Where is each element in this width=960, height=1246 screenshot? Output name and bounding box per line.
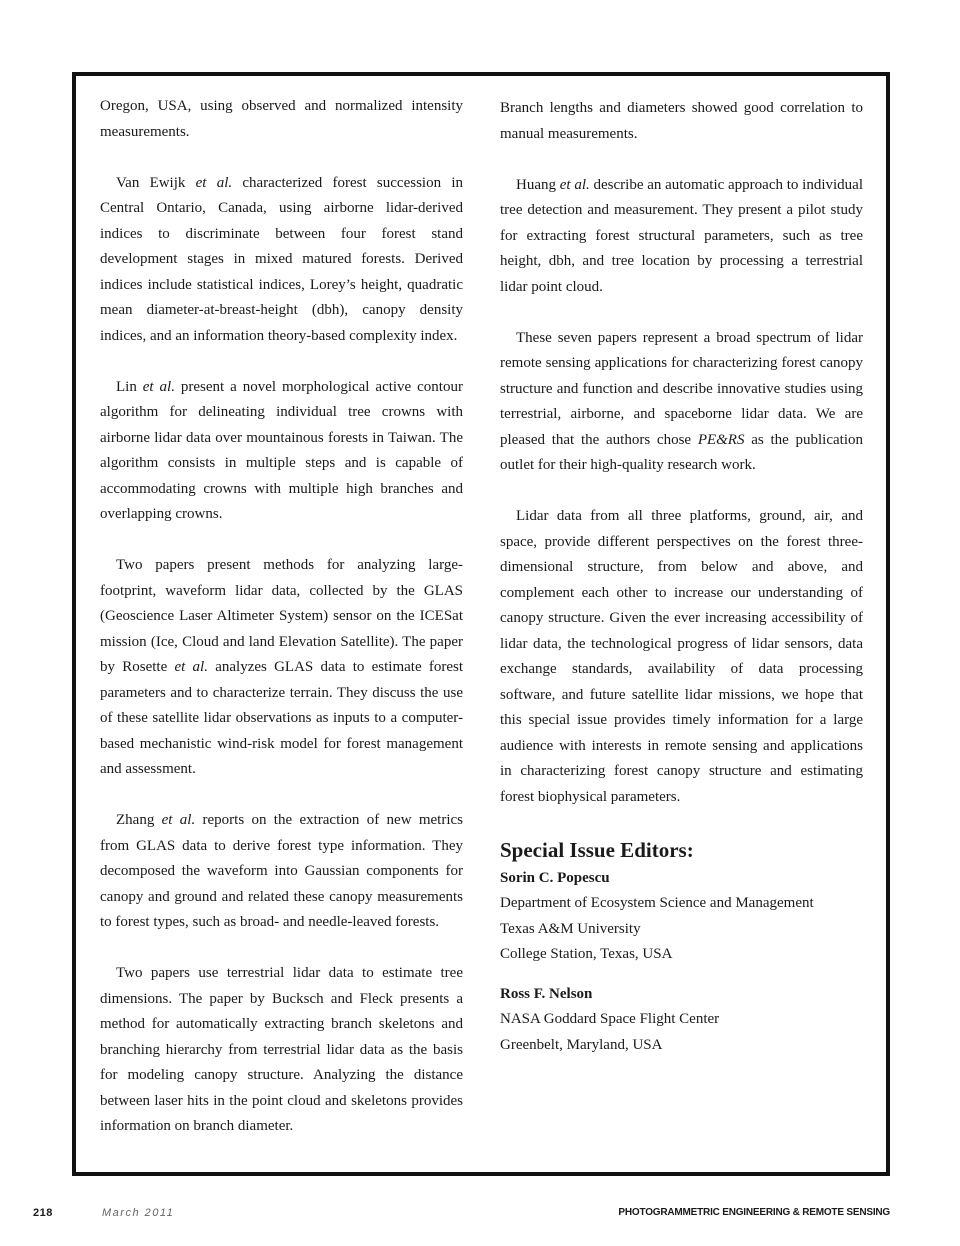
editor-name: Ross F. Nelson: [500, 985, 593, 1002]
right-column: [500, 94, 863, 1072]
paragraph: Zhang et al. reports on the extraction of new metrics from GLAS data to derive forest type information. They decomposed the waveform into Gaussian components for canopy and ground and related these canopy measurements to forest types, such as broad- and needle-leaved forests.: [100, 812, 463, 930]
editor-entry: [500, 866, 863, 968]
paragraph: Van Ewijk et al. characterized forest succession in Central Ontario, Canada, using airborne lidar-derived indices to discriminate between four forest stand development stages in mixed matured forests. Derived indices include statistical indices, Lorey’s height, quadratic mean diameter-at-breast-height (dbh), canopy density indices, and an information theory-based complexity index.: [100, 174, 463, 344]
editor-affiliation: Texas A&M University: [500, 920, 641, 937]
editor-affiliation: College Station, Texas, USA: [500, 946, 673, 962]
editors-section: [500, 836, 863, 1059]
journal-name: PE&RS: [697, 431, 745, 448]
paragraph: Oregon, USA, using observed and normalized intensity measurements.: [100, 98, 463, 140]
editor-affiliation: Department of Ecosystem Science and Management: [500, 895, 814, 911]
et-al: et al.: [559, 176, 590, 193]
editor-name: Sorin C. Popescu: [500, 869, 610, 886]
page-number: 218: [33, 1207, 53, 1219]
et-al: et al.: [142, 378, 175, 395]
page-footer: [0, 1207, 960, 1223]
paragraph: Lidar data from all three platforms, ground, air, and space, provide different perspectives on the forest three-dimensional structure, from below and above, and complement each other to increase our understanding of canopy structure. Given the ever increasing accessibility of lidar data, the technological progress of lidar sensors, data exchange standards, availability of data processing software, and future satellite lidar missions, we hope that this special issue provides timely information for a large audience with interests in remote sensing and applications in characterizing forest canopy structure and estimating forest biophysical parameters.: [500, 508, 863, 805]
editors-heading: Special Issue Editors:: [500, 837, 694, 862]
paragraph: Lin et al. present a novel morphological active contour algorithm for delineating individual tree crowns with airborne lidar data over mountainous forests in Taiwan. The algorithm consists in multiple steps and is capable of accommodating crowns with multiple high branches and overlapping crowns.: [100, 378, 463, 522]
left-column: [100, 94, 463, 1165]
et-al: et al.: [174, 659, 208, 675]
et-al: et al.: [195, 174, 233, 191]
issue-date: March 2011: [102, 1207, 175, 1219]
paragraph: Huang et al. describe an automatic approach to individual tree detection and measurement. They present a pilot study for extracting forest structural parameters, such as tree height, dbh, and tree location by processing a terrestrial lidar point cloud.: [500, 176, 863, 295]
editor-entry: [500, 982, 863, 1059]
content-frame: [72, 72, 890, 1176]
editor-affiliation: Greenbelt, Maryland, USA: [500, 1036, 663, 1053]
paragraph: These seven papers represent a broad spectrum of lidar remote sensing applications for characterizing forest canopy structure and function and describe innovative studies using terrestrial, airborne, and spaceborne lidar data. We are pleased that the authors chose PE&RS as the publication outlet for their high-quality research work.: [500, 329, 863, 473]
journal-title: PHOTOGRAMMETRIC ENGINEERING & REMOTE SENSING: [618, 1207, 890, 1218]
paragraph: Branch lengths and diameters showed good correlation to manual measurements.: [500, 100, 863, 142]
paragraph: Two papers use terrestrial lidar data to estimate tree dimensions. The paper by Bucksch and Fleck presents a method for automatically extracting branch skeletons and branching hierarchy from terrestrial lidar data as the basis for modeling canopy structure. Analyzing the distance between laser hits in the point cloud and skeletons provides information on branch diameter.: [100, 965, 463, 1134]
paragraph: Two papers present methods for analyzing large-footprint, waveform lidar data, collected by the GLAS (Geoscience Laser Altimeter System) sensor on the ICESat mission (Ice, Cloud and land Elevation Satellite). The paper by Rosette et al. analyzes GLAS data to estimate forest parameters and to characterize terrain. They discuss the use of these satellite lidar observations as inputs to a computer-based mechanistic wind-risk model for forest management and assessment.: [100, 557, 463, 777]
editor-affiliation: NASA Goddard Space Flight Center: [500, 1011, 720, 1027]
et-al: et al.: [161, 812, 196, 828]
